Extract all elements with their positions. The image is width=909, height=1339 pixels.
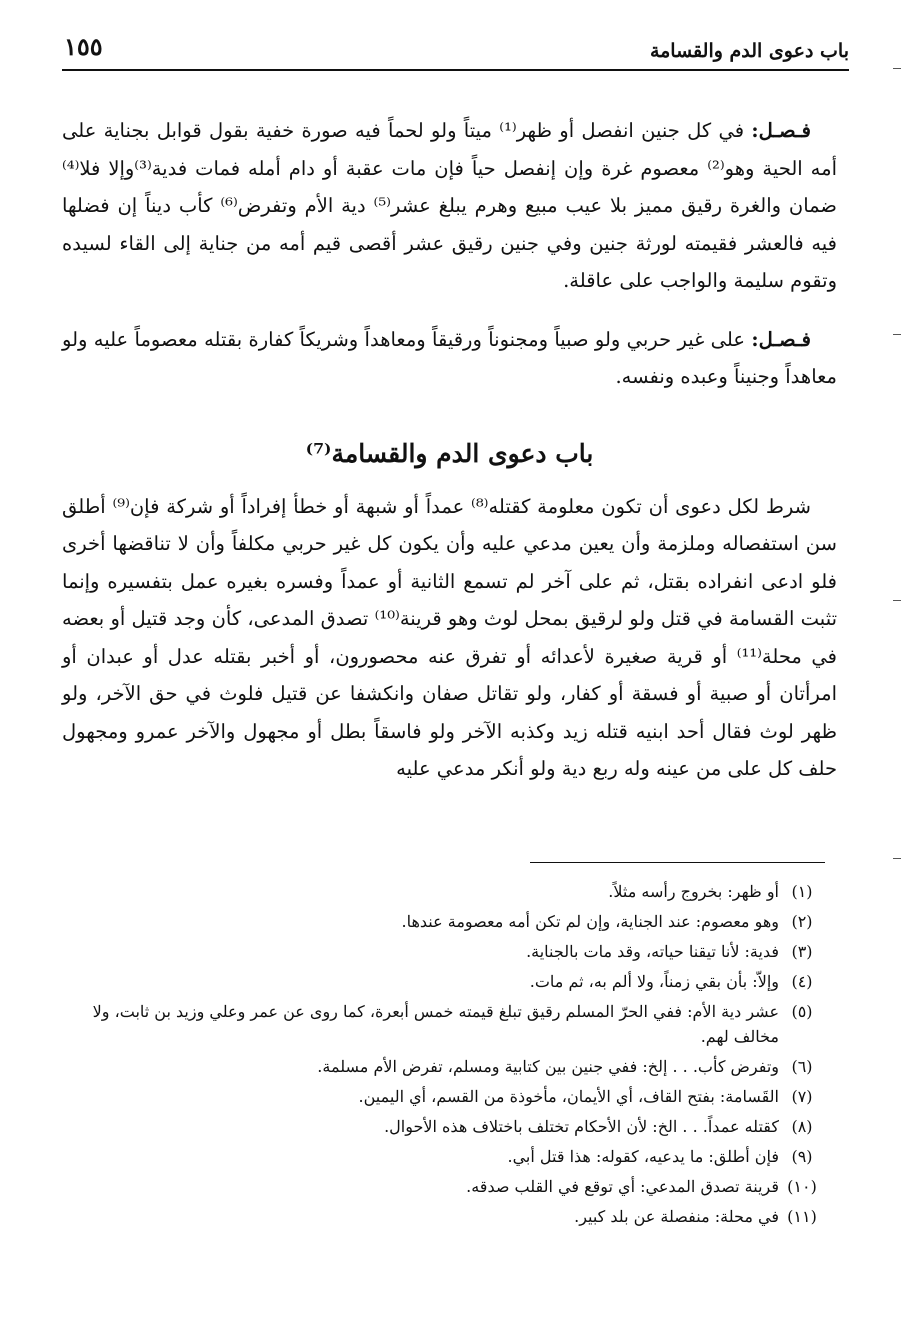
- chapter-heading: باب دعوى الدم والقسامة⁽⁷⁾: [305, 438, 594, 468]
- section-lead: فـصـل:: [751, 119, 811, 142]
- footnote-number: (١١): [787, 1207, 817, 1226]
- footnote-text: وتفرض كأب. . . إلخ: ففي جنين بين كتابية ومسلم، تفرض الأم مسلمة.: [317, 1057, 779, 1076]
- page-number: ١٥٥: [64, 32, 103, 61]
- page-header: [62, 28, 849, 68]
- footnote: [60, 1144, 825, 1169]
- footnote-text: فإن أطلق: ما يدعيه، كقوله: هذا قتل أبي.: [507, 1147, 779, 1166]
- footnote: [60, 999, 825, 1049]
- scan-margin-mark: [893, 600, 901, 601]
- footnote-number: (٩): [791, 1147, 813, 1166]
- footnote-number: (٣): [791, 942, 813, 961]
- scan-margin-mark: [893, 68, 901, 69]
- footnote-number: (٨): [791, 1117, 813, 1136]
- footnotes-list: [60, 879, 825, 1234]
- footnote-text: في محلة: منفصلة عن بلد كبير.: [574, 1207, 779, 1226]
- paragraph-fasl-1: [62, 112, 837, 300]
- running-title: باب دعوى الدم والقسامة: [649, 40, 849, 62]
- paragraph-text: على غير حربي ولو صبياً ومجنوناً ورقيقاً ومعاهداً وشريكاً كفارة بقتله معصوماً عليه ولو معاهداً وجنيناً وعبده ونفسه.: [62, 327, 837, 388]
- footnote-text: وهو معصوم: عند الجناية، وإن لم تكن أمه معصومة عندها.: [401, 912, 779, 931]
- footnote-text: كقتله عمداً. . . الخ: لأن الأحكام تختلف باختلاف هذه الأحوال.: [384, 1117, 779, 1136]
- footnote-number: (١٠): [787, 1177, 817, 1196]
- footnote: [60, 1084, 825, 1109]
- chapter-paragraph: شرط لكل دعوى أن تكون معلومة كقتله⁽⁸⁾ عمداً أو شبهة أو خطأ إفراداً أو شركة فإن⁽⁹⁾ أطلق سن استفصاله وملزمة وأن يعين مدعي عليه وأن يكون كل غير حربي مكلفاً وأن لا تناقضها أخرى فلو ادعى انفراده بقتل، ثم على آخر لم تسمع الثانية أو عمداً وفسره بغيره عمل بتفسيره وإنما تثبت القسامة في قتل ولو لرقيق بمحل لوث وهو قرينة⁽¹⁰⁾ تصدق المدعى، كأن وجد قتيل أو بعضه في محلة⁽¹¹⁾ أو قرية صغيرة لأعدائه أو تفرق عنه محصورون، أو أخبر بقتله عدل أو عبدان أو امرأتان أو صبية أو فسقة أو كفار، ولو تقاتل صفان وانكشفا عن قتيل فلوث في حق الآخر، ولو ظهر لوث فقال أحد ابنيه قتله زيد وكذبه الآخر ولو فاسقاً بطل أو مجهول والآخر عمرو ومجهول حلف كل على من عينه وله ربع دية ولو أنكر مدعي عليه: [62, 494, 838, 780]
- footnote: [60, 1174, 825, 1199]
- footnote: [60, 1204, 825, 1229]
- footnote: [60, 1114, 825, 1139]
- footnote: [60, 939, 825, 964]
- footnote-number: (٥): [791, 1002, 813, 1021]
- footnote-number: (٢): [791, 912, 813, 931]
- section-lead: فـصـل:: [751, 327, 811, 351]
- footnote: [60, 969, 825, 994]
- footnote-separator: [530, 862, 825, 863]
- footnote-number: (٦): [791, 1057, 813, 1076]
- footnote-number: (٤): [791, 972, 813, 991]
- footnote: [60, 909, 825, 934]
- footnote-text: قرينة تصدق المدعي: أي توقع في القلب صدقه.: [466, 1177, 779, 1196]
- scan-margin-mark: [893, 334, 901, 335]
- footnote-number: (٧): [791, 1087, 813, 1106]
- scan-margin-mark: [893, 858, 901, 859]
- footnote: [60, 1054, 825, 1079]
- paragraph-fasl-2: [62, 321, 837, 396]
- footnote-text: فدية: لأنا تيقنا حياته، وقد مات بالجناية.: [526, 942, 779, 961]
- footnote-text: القَسامة: بفتح القاف، أي الأيمان، مأخوذة من القسم، أي اليمين.: [358, 1087, 779, 1106]
- footnote: [60, 879, 825, 904]
- paragraph-text: في كل جنين انفصل أو ظهر⁽¹⁾ ميتاً ولو لحماً فيه صورة خفية بقول قوابل بجناية على أمه الحية وهو⁽²⁾ معصوم غرة وإن إنفصل حياً فإن مات عقبة أو دام أمله فمات فدية⁽³⁾وإلا فلا⁽⁴⁾ ضمان والغرة رقيق مميز بلا عيب مبيع وهرم يبلغ عشر⁽⁵⁾ دية الأم وتفرض⁽⁶⁾ كأب ديناً إن فضلها فيه فالعشر فقيمته لورثة جنين وفي جنين رقيق عشر أقصى قيم أمه من جناية إلى القاء لسيده وتقوم سليمة والواجب على عاقلة.: [62, 119, 837, 292]
- footnote-text: عشر دية الأم: ففي الحرّ المسلم رقيق تبلغ قيمته خمس أبعرة، كما روى عن عمر وعلي وزيد بن ثابت، ولا مخالف لهم.: [92, 1002, 779, 1046]
- header-rule: [62, 69, 849, 71]
- footnote-number: (١): [791, 882, 813, 901]
- main-text: [62, 112, 837, 809]
- footnote-text: وإلاّ: بأن بقي زمناً، ولا ألم به، ثم مات.: [529, 972, 779, 991]
- footnote-text: أو ظهر: بخروج رأسه مثلاً.: [608, 882, 779, 901]
